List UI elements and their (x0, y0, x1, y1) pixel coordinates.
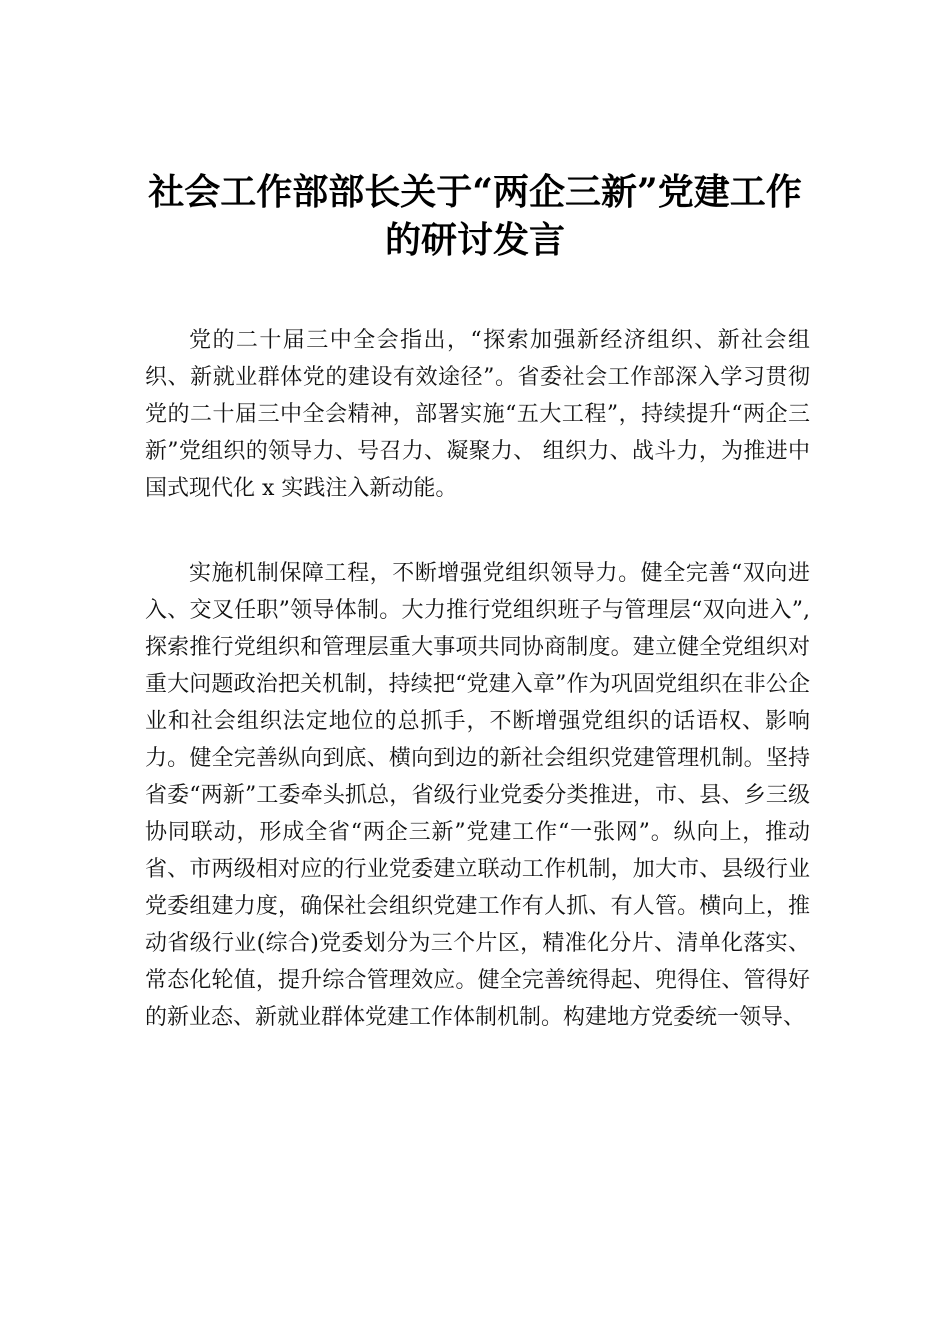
document-title-line2: 的研讨发言 (384, 219, 565, 261)
document-title-line1: 社会工作部部长关于“两企三新”党建工作 (148, 171, 802, 213)
paragraph-2: 实施机制保障工程，不断增强党组织领导力。健全完善“双向进入、交叉任职”领导体制。大力推行党组织班子与管理层“双向进入”,探索推行党组织和管理层重大事项共同协商制度。建立健全党组织对重大问题政治把关机制，持续把“党建入章”作为巩固党组织在非公企业和社会组织法定地位的总抓手，不断增强党组织的话语权、影响力。健全完善纵向到底、横向到边的新社会组织党建管理机制。坚持省委“两新”工委牵头抓总，省级行业党委分类推进，市、县、乡三级协同联动，形成全省“两企三新”党建工作“一张网”。纵向上，推动省、市两级相对应的行业党委建立联动工作机制，加大市、县级行业党委组建力度，确保社会组织党建工作有人抓、有人管。横向上，推动省级行业(综合)党委划分为三个片区，精准化分片、清单化落实、常态化轮值，提升综合管理效应。健全完善统得起、兜得住、管得好的新业态、新就业群体党建工作体制机制。构建地方党委统一领导、 (145, 561, 810, 1030)
paragraph-1: 党的二十届三中全会指出，“探索加强新经济组织、新社会组织、新就业群体党的建设有效途径”。省委社会工作部深入学习贯彻党的二十届三中全会精神，部署实施“五大工程”，持续提升“两企三新”党组织的领导力、号召力、凝聚力、 组织力、战斗力，为推进中国式现代化 x 实践注入新动能。 (145, 328, 810, 501)
